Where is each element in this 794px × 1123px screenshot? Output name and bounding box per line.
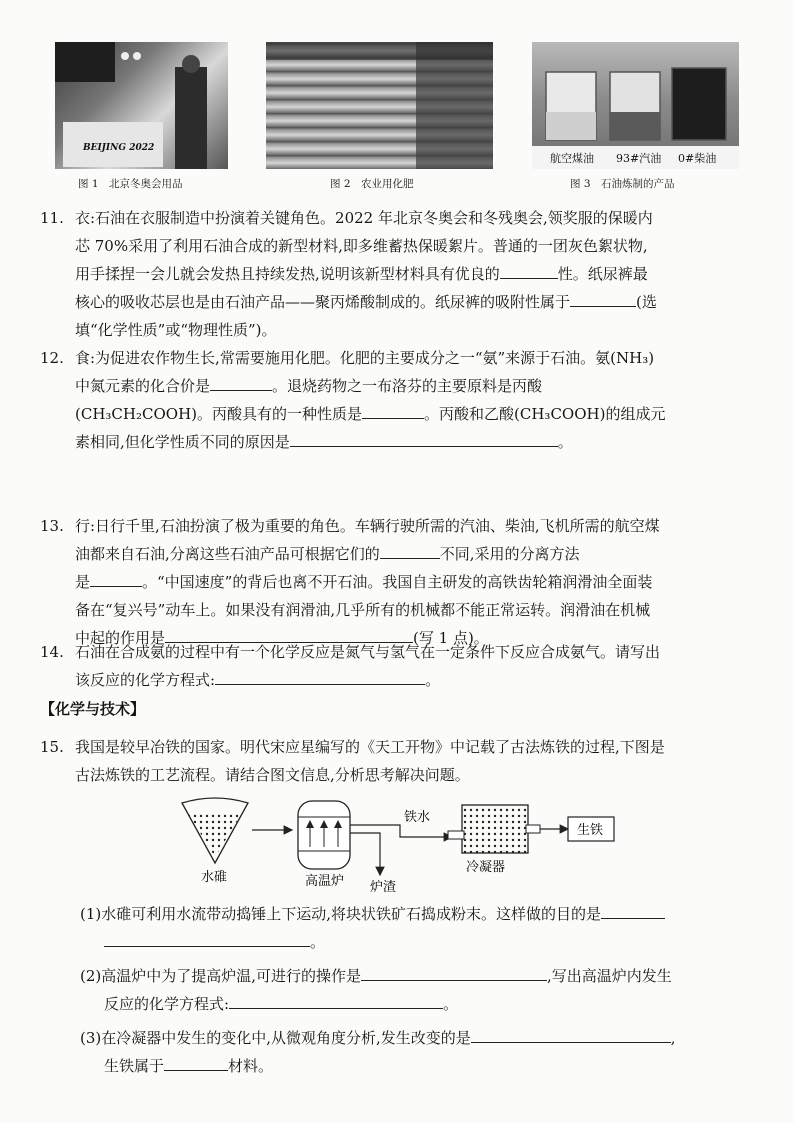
answer-blank[interactable] bbox=[164, 1052, 228, 1071]
q15-sub2-text: ,写出高温炉内发生 bbox=[547, 967, 672, 985]
answer-blank[interactable] bbox=[362, 400, 424, 419]
answer-blank[interactable] bbox=[380, 540, 440, 559]
pig-iron-label: 生铁 bbox=[577, 823, 604, 838]
figure-1-caption: 图 1 北京冬奥会用品 bbox=[78, 178, 183, 190]
beijing-2022-logo-text: BEIJING 2022 bbox=[83, 143, 155, 153]
q15-sub1-text: 。 bbox=[310, 933, 326, 951]
furnace-icon bbox=[298, 801, 350, 869]
section-title: 【化学与技术】 bbox=[40, 700, 146, 718]
question-11 bbox=[40, 204, 755, 344]
question-12-number: 12. bbox=[40, 349, 64, 367]
q11-line: 用手揉捏一会儿就会发热且持续发热,说明该新型材料具有优良的 bbox=[75, 265, 500, 283]
question-15 bbox=[40, 733, 755, 789]
q15-sub3-text: (3)在冷凝器中发生的变化中,从微观角度分析,发生改变的是 bbox=[80, 1029, 471, 1047]
slag-outlet bbox=[350, 833, 380, 875]
q11-line: 性。纸尿裤最 bbox=[557, 265, 648, 283]
answer-blank[interactable] bbox=[210, 372, 272, 391]
answer-blank[interactable] bbox=[570, 288, 636, 307]
answer-blank[interactable] bbox=[601, 900, 665, 919]
figure-3-photo bbox=[532, 42, 739, 169]
q13-line: 油都来自石油,分离这些石油产品可根据它们的 bbox=[75, 545, 380, 563]
q11-line: (选 bbox=[636, 293, 657, 311]
q15-sub3-text: 材料。 bbox=[228, 1057, 274, 1075]
gasoline-label: 93#汽油 bbox=[616, 152, 662, 165]
q11-line: 核心的吸收芯层也是由石油产品——聚丙烯酸制成的。纸尿裤的吸附性属于 bbox=[75, 293, 571, 311]
q13-line: 中起的作用是 bbox=[75, 629, 166, 647]
q12-line: (CH₃CH₂COOH)。丙酸具有的一种性质是 bbox=[75, 405, 363, 423]
q12-line: 素相同,但化学性质不同的原因是 bbox=[75, 433, 290, 451]
figure-3-caption: 图 3 石油炼制的产品 bbox=[570, 178, 675, 190]
question-13-number: 13. bbox=[40, 517, 64, 535]
condenser-label: 冷凝器 bbox=[466, 860, 506, 875]
q14-line: 。 bbox=[425, 671, 441, 689]
q11-line: 填“化学性质”或“物理性质”)。 bbox=[75, 321, 277, 339]
q14-line: 该反应的化学方程式: bbox=[75, 671, 216, 689]
figure-2-caption: 图 2 农业用化肥 bbox=[330, 178, 414, 190]
figure-1-photo bbox=[55, 42, 228, 169]
q15-sub1-text: (1)水碓可利用水流带动捣锤上下运动,将块状铁矿石捣成粉末。这样做的目的是 bbox=[80, 905, 602, 923]
q13-line: (写 1 点)。 bbox=[413, 629, 489, 647]
answer-blank[interactable] bbox=[361, 962, 547, 981]
question-15-sub bbox=[80, 900, 755, 1080]
question-15-number: 15. bbox=[40, 738, 64, 756]
q15-line: 我国是较早冶铁的国家。明代宋应星编写的《天工开物》中记载了古法炼铁的过程,下图是 bbox=[75, 738, 665, 756]
slag-label: 炉渣 bbox=[370, 880, 397, 895]
q15-sub2-text: 反应的化学方程式: bbox=[104, 995, 230, 1013]
answer-blank[interactable] bbox=[90, 568, 142, 587]
answer-blank[interactable] bbox=[290, 428, 558, 447]
question-11-number: 11. bbox=[40, 209, 64, 227]
diesel-label: 0#柴油 bbox=[678, 152, 717, 165]
q15-sub2-text: 。 bbox=[443, 995, 459, 1013]
q14-line: 石油在合成氨的过程中有一个化学反应是氮气与氢气在一定条件下反应合成氨气。请写出 bbox=[75, 643, 661, 661]
question-14 bbox=[40, 638, 755, 694]
q15-sub3-text: 生铁属于 bbox=[104, 1057, 165, 1075]
water-mill-icon bbox=[182, 798, 248, 863]
answer-blank[interactable] bbox=[215, 666, 425, 685]
answer-blank[interactable] bbox=[229, 990, 443, 1009]
q13-line: 。“中国速度”的背后也离不开石油。我国自主研发的高铁齿轮箱润滑油全面装 bbox=[142, 573, 653, 591]
iron-smelting-flow-diagram bbox=[180, 795, 620, 895]
q13-line: 不同,采用的分离方法 bbox=[439, 545, 580, 563]
molten-iron-label: 铁水 bbox=[404, 810, 431, 825]
q15-sub3-text: , bbox=[670, 1029, 676, 1047]
furnace-label: 高温炉 bbox=[305, 874, 345, 889]
question-12 bbox=[40, 344, 755, 456]
q12-line: 。退烧药物之一布洛芬的主要原料是丙酸 bbox=[272, 377, 543, 395]
q12-line: 中氮元素的化合价是 bbox=[75, 377, 211, 395]
q12-line: 。 bbox=[557, 433, 573, 451]
q11-line: 衣:石油在衣服制造中扮演着关键角色。2022 年北京冬奥会和冬残奥会,领奖服的保暖内 bbox=[75, 209, 653, 227]
q11-line: 芯 70%采用了利用石油合成的新型材料,即多维蓄热保暖絮片。普通的一团灰色絮状物, bbox=[75, 237, 648, 255]
q15-line: 古法炼铁的工艺流程。请结合图文信息,分析思考解决问题。 bbox=[75, 766, 470, 784]
answer-blank[interactable] bbox=[500, 260, 558, 279]
q13-line: 备在“复兴号”动车上。如果没有润滑油,几乎所有的机械都不能正常运转。润滑油在机械 bbox=[75, 601, 651, 619]
molten-iron-pipe bbox=[350, 825, 452, 837]
condenser-icon bbox=[448, 805, 540, 853]
q12-line: 食:为促进农作物生长,常需要施用化肥。化肥的主要成分之一“氨”来源于石油。氨(NH₃) bbox=[75, 349, 655, 367]
answer-blank[interactable] bbox=[471, 1024, 671, 1043]
water-mill-label: 水碓 bbox=[201, 870, 228, 885]
answer-blank[interactable] bbox=[104, 928, 310, 947]
q13-line: 是 bbox=[75, 573, 91, 591]
q15-sub2-text: (2)高温炉中为了提高炉温,可进行的操作是 bbox=[80, 967, 362, 985]
jet-fuel-label: 航空煤油 bbox=[550, 152, 594, 165]
figure-2-photo bbox=[266, 42, 493, 169]
q12-line: 。丙酸和乙酸(CH₃COOH)的组成元 bbox=[424, 405, 666, 423]
question-14-number: 14. bbox=[40, 643, 64, 661]
q13-line: 行:日行千里,石油扮演了极为重要的角色。车辆行驶所需的汽油、柴油,飞机所需的航空煤 bbox=[75, 517, 660, 535]
